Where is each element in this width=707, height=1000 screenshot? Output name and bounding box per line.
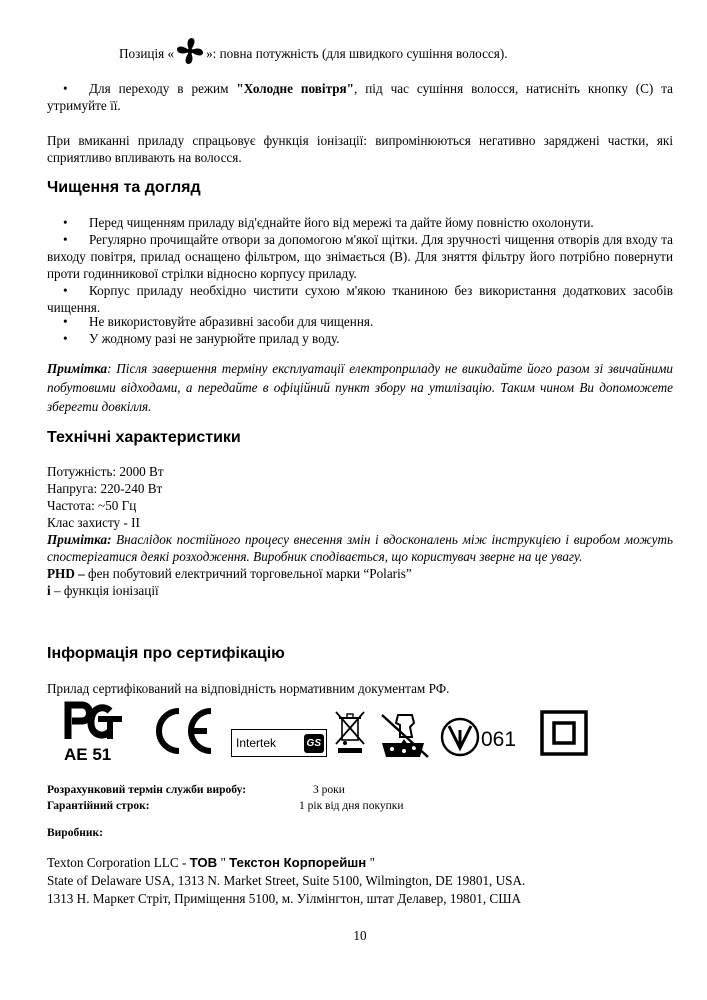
manufacturer-label: Виробник:	[47, 827, 103, 839]
pct-mark-icon	[60, 699, 124, 743]
fan-position-line	[119, 44, 508, 66]
gs-mark: GS	[304, 734, 324, 753]
cleaning-item: • Не використовуйте абразивні засоби для чищення.	[63, 314, 374, 329]
ionization-paragraph: При вмиканні приладу спрацьовує функція іонізації: випромінюються негативно заряджені частки, які сприятливо впливають на волосся.	[47, 133, 673, 165]
phd-text: фен побутовий електричний торговельної марки “Polaris”	[84, 566, 412, 581]
warranty-label: Гарантійний строк:	[47, 800, 150, 812]
manufacturer-label-row	[47, 825, 103, 841]
i-label: i	[47, 583, 51, 598]
disposal-note	[47, 359, 673, 416]
spec-voltage: Напруга: 220-240 Вт	[47, 481, 163, 496]
spec-phd	[47, 565, 673, 582]
fan-icon	[175, 36, 205, 66]
bullet: •	[63, 331, 68, 346]
note-text: : Після завершення терміну експлуатації електроприладу не викидайте його разом зі звичайними побутовими відходами, а передайте в офіційний пункт збору на утилізацію. Таким чином Ви допоможете зберегти довкілля.	[47, 361, 673, 414]
cleaning-item: • У жодному разі не занурюйте прилад у воду.	[63, 331, 340, 346]
crossed-bin-icon	[334, 710, 366, 754]
pct-logo	[60, 699, 124, 765]
spec-protection: Клас захисту - II	[47, 515, 140, 530]
ua-conformity-icon	[439, 716, 481, 758]
cold-air-bullet	[47, 80, 673, 114]
spec-ionization	[47, 582, 673, 599]
spec-frequency: Частота: ~50 Гц	[47, 498, 137, 513]
manufacturer-address	[47, 854, 525, 908]
warranty-row	[47, 798, 673, 814]
cleaning-item: • Перед чищенням приладу від'єднайте його від мережі та дайте йому повністю охолонути.	[63, 215, 594, 230]
note-label: Примітка	[47, 361, 108, 376]
service-life-value: 3 роки	[313, 784, 345, 796]
intro-after-icon: »: повна потужність (для швидкого сушіння волосся).	[206, 46, 508, 62]
specs-heading: Технічні характеристики	[47, 429, 241, 446]
pct-code: AE 51	[64, 745, 112, 764]
certification-heading: Інформація про сертифікацію	[47, 645, 285, 662]
page-number: 10	[353, 928, 367, 943]
specs-block	[47, 463, 673, 599]
service-life-row	[47, 782, 673, 798]
ce-logo	[151, 705, 217, 757]
manufacturer-name: Texton Corporation LLC - ТОВ " Текстон Корпорейшн "	[47, 855, 375, 870]
phd-label: PHD –	[47, 566, 85, 581]
spec-note-text: Внаслідок постійного процесу внесення змін і вдосконалень між інструкцією і виробом можуть спостерігатися деякі розходження. Виробник сподівається, що користувач зверне на це увагу.	[47, 532, 673, 564]
service-life-label: Розрахунковий термін служби виробу:	[47, 784, 247, 796]
address-ukrainian: 1313 Н. Маркет Стріт, Приміщення 5100, м. Уілмінгтон, штат Делавер, 19801, США	[47, 891, 522, 906]
intertek-gs-logo	[231, 729, 327, 757]
cold-air-text-end: , під час сушіння волосся, натисніть кнопку (С) та утримуйте її.	[47, 81, 674, 113]
intro-before-icon: Позиція «	[119, 46, 175, 62]
certification-logos	[47, 697, 673, 767]
cleaning-item: • Регулярно прочищайте отвори за допомогою м'якої щітки. Для зручності чищення отворів для входу та виходу повітря, прилад оснащено фільтром, що знімається (B). Для зняття фільтру його потрібно повернути проти годинникової стрілки відносно корпусу приладу.	[47, 232, 673, 281]
cleaning-heading: Чищення та догляд	[47, 179, 201, 196]
bullet: •	[63, 81, 68, 96]
address-english: State of Delaware USA, 1313 N. Market Street, Suite 5100, Wilmington, DE 19801, USA.	[47, 873, 526, 888]
spec-note-label: Примітка:	[47, 532, 112, 547]
cold-air-text: Для переходу в режим	[89, 81, 237, 96]
certification-text: Прилад сертифікований на відповідність нормативним документам РФ.	[47, 681, 450, 696]
class-ii-insulation-icon	[540, 710, 588, 756]
warranty-value: 1 рік від дня покупки	[299, 800, 404, 812]
bullet: •	[63, 232, 68, 247]
service-terms	[47, 782, 673, 814]
bullet: •	[63, 283, 68, 298]
intertek-text: Intertek	[236, 736, 277, 750]
bullet: •	[63, 215, 68, 230]
bullet: •	[63, 314, 68, 329]
ce-mark-icon	[151, 705, 217, 757]
spec-power: Потужність: 2000 Вт	[47, 464, 164, 479]
spec-note	[47, 531, 673, 565]
ua-conformity-code: 061	[481, 728, 517, 751]
cold-air-mode: "Холодне повітря"	[236, 81, 355, 96]
no-water-icon	[378, 713, 432, 759]
cleaning-item: • Корпус приладу необхідно чистити сухою м'якою тканиною без використання додаткових засобів чищення.	[47, 283, 673, 315]
i-text: – функція іонізації	[50, 583, 159, 598]
